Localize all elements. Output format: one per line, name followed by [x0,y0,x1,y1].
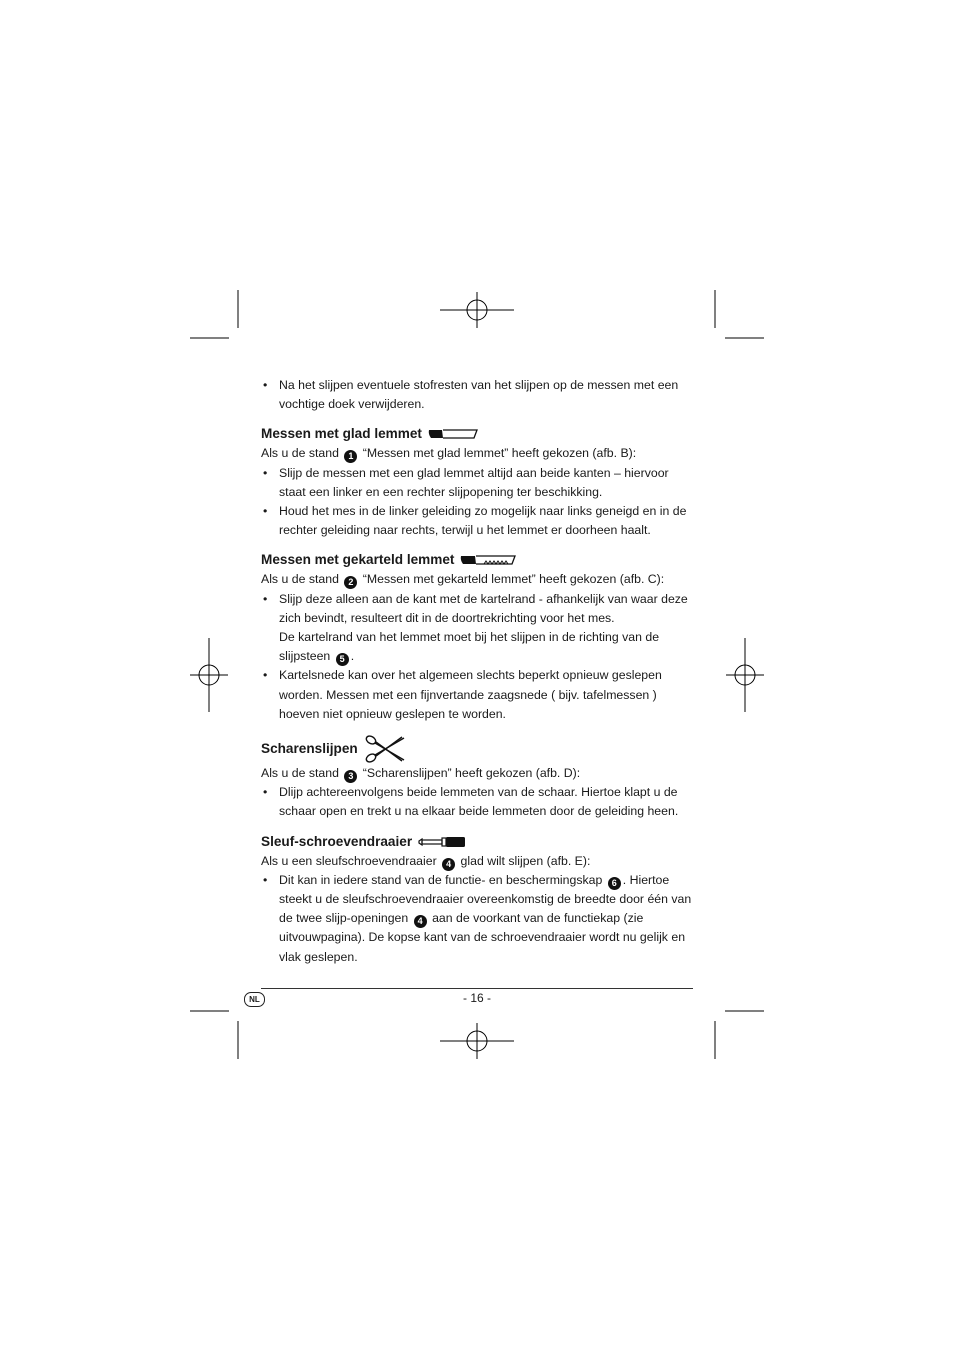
number-badge: 3 [344,770,357,783]
number-badge: 1 [344,450,357,463]
number-badge: 5 [336,653,349,666]
serrated-knife-icon [460,554,516,566]
list-item: • Kartelsnede kan over het algemeen slechts beperkt opnieuw geslepen worden. Messen met een fijnvertande zaagsnede ( bijv. tafelmessen ) hoeven niet opnieuw geslepen te worden. [261,666,693,724]
language-badge: NL [244,992,265,1007]
list-item: • Na het slijpen eventuele stofresten van het slijpen op de messen met een vochtige doek verwijderen. [261,376,693,414]
section-intro: Als u de stand 1 “Messen met glad lemmet” heeft gekozen (afb. B): [261,446,637,462]
section-serrated-blade [261,550,693,724]
number-badge: 2 [344,576,357,589]
footer-rule [261,988,693,989]
list-item: • Slijp de messen met een glad lemmet altijd aan beide kanten – hiervoor staat een linker en een rechter slijpopening ter beschikking. [261,464,693,502]
smooth-knife-icon [428,428,478,440]
list-item: • Houd het mes in de linker geleiding zo mogelijk naar links geneigd en in de rechter geleiding naar rechts, terwijl u het lemmet er doorheen haalt. [261,502,693,540]
page-number: - 16 - [462,991,491,1005]
list-item: • Dlijp achtereenvolgens beide lemmeten van de schaar. Hiertoe klapt u de schaar open en trekt u na elkaar beide lemmeten door de geleiding heen. [261,783,693,821]
section-smooth-blade [261,424,693,540]
scissors-icon [364,734,406,764]
section-intro: Als u de stand 3 “Scharenslijpen” heeft gekozen (afb. D): [261,766,581,782]
list-item: • Slijp deze alleen aan de kant met de kartelrand - afhankelijk van waar deze zich bevindt, resulteert dit in de doortrekrichting voor het mes. De kartelrand van het lemmet moet bij het slijpen in de richting van de slijpsteen 5 . [261,590,693,667]
section-heading: Messen met gekarteld lemmet [261,550,693,570]
section-heading: Scharenslijpen [261,734,693,764]
page-content [261,376,693,967]
screwdriver-icon [418,836,466,848]
section-intro: Als u de stand 2 “Messen met gekarteld lemmet” heeft gekozen (afb. C): [261,572,665,588]
section-scissors [261,734,693,822]
number-badge: 6 [608,877,621,890]
section-heading: Sleuf-schroevendraaier [261,832,693,852]
section-intro: Als u een sleufschroevendraaier 4 glad wilt slijpen (afb. E): [261,853,591,869]
number-badge: 4 [442,858,455,871]
list-item: • Dit kan in iedere stand van de functie- en beschermingskap 6 . Hiertoe steekt u de sleufschroevendraaier overeenkomstig de breedte door één van de twee slijp-openingen 4 aan de voorkant van de functiekap (zie uitvouwpagina). De kopse kant van de schroevendraaier wordt nu gelijk en vlak geslepen. [261,871,693,967]
number-badge: 4 [414,915,427,928]
section-heading: Messen met glad lemmet [261,424,693,444]
section-screwdriver [261,832,693,967]
